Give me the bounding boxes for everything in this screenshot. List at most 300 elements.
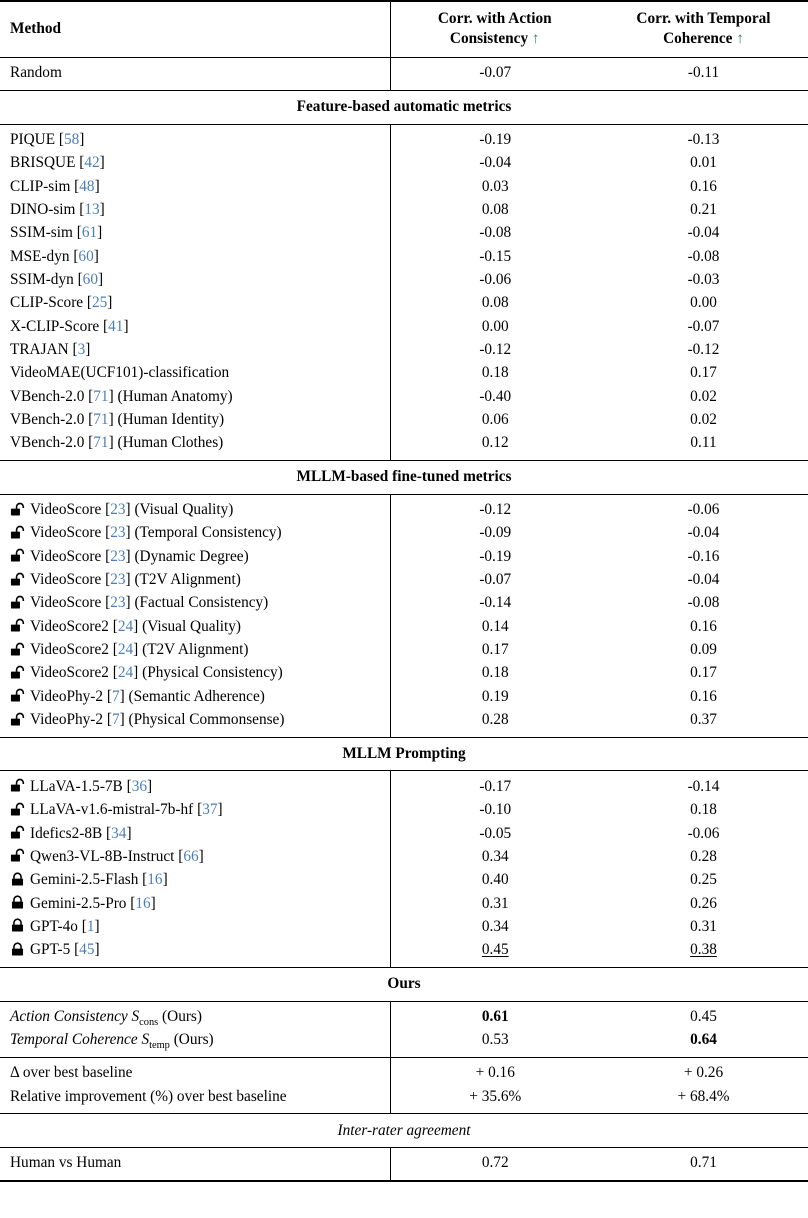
table-row [0, 339, 808, 362]
method-cell: VideoScore2 [24] (T2V Alignment) [0, 639, 390, 662]
method-cell: GPT-4o [1] [0, 916, 390, 939]
temporal-coherence-cell [599, 771, 808, 799]
method-cell: VideoScore2 [24] (Physical Consistency) [0, 662, 390, 685]
method-suffix: (Physical Commonsense) [128, 711, 285, 729]
action-consistency-value: 0.45 [481, 941, 509, 959]
action-consistency-value: 0.18 [481, 364, 509, 382]
action-consistency-value: 0.72 [481, 1154, 509, 1172]
action-consistency-value: -0.19 [479, 547, 512, 565]
action-consistency-cell [390, 616, 599, 639]
temporal-coherence-value: -0.07 [687, 317, 720, 335]
temporal-coherence-value: 0.01 [690, 154, 717, 172]
method-cell: LLaVA-1.5-7B [36] [0, 771, 390, 799]
table-row [0, 869, 808, 892]
temporal-coherence-cell [599, 432, 808, 460]
temporal-coherence-value: -0.06 [687, 824, 720, 842]
table-row [0, 686, 808, 709]
action-consistency-value: -0.40 [479, 387, 512, 405]
citation-link[interactable]: 25 [92, 294, 108, 312]
temporal-coherence-value: 0.26 [690, 894, 717, 912]
citation-link[interactable]: 24 [117, 617, 134, 635]
action-consistency-cell [390, 662, 599, 685]
action-consistency-cell [390, 269, 599, 292]
unlock-icon [10, 848, 25, 863]
citation-link[interactable]: 23 [110, 594, 126, 612]
action-consistency-value: 0.14 [481, 617, 509, 635]
method-suffix: (Dynamic Degree) [134, 547, 249, 565]
action-consistency-value: 0.34 [481, 847, 509, 865]
citation-link[interactable]: 37 [202, 801, 218, 819]
temporal-coherence-cell [599, 1029, 808, 1057]
method-suffix: (Visual Quality) [142, 617, 242, 635]
action-consistency-cell [390, 432, 599, 460]
citation-link[interactable]: 48 [79, 177, 95, 195]
temporal-coherence-cell [599, 152, 808, 175]
lock-icon [10, 942, 25, 957]
citation-link[interactable]: 61 [81, 224, 98, 242]
temporal-coherence-cell [599, 315, 808, 338]
action-consistency-cell [390, 152, 599, 175]
citation-link[interactable]: 16 [147, 871, 163, 889]
method-label: Action Consistency [10, 1008, 128, 1026]
action-consistency-cell [390, 771, 599, 799]
table-row [0, 709, 808, 737]
method-label: VideoScore2 [30, 641, 109, 659]
method-cell: LLaVA-v1.6-mistral-7b-hf [37] [0, 799, 390, 822]
temporal-coherence-cell [599, 892, 808, 915]
method-label: GPT-4o [30, 917, 78, 935]
table-row [0, 222, 808, 245]
citation-link[interactable]: 71 [93, 410, 109, 428]
citation-link[interactable]: 60 [82, 270, 98, 288]
action-consistency-value: -0.12 [479, 340, 512, 358]
temporal-coherence-value: -0.03 [687, 270, 720, 288]
table-row [0, 771, 808, 799]
method-cell [0, 362, 390, 385]
action-consistency-value: -0.07 [479, 64, 512, 82]
action-consistency-value: 0.18 [481, 664, 509, 682]
section-heading-mllm-prompting: MLLM Prompting [0, 737, 808, 771]
method-cell: PIQUE [58] [0, 124, 390, 152]
method-symbol: $S_{temp}$ [141, 1031, 170, 1052]
temporal-coherence-value: 0.64 [690, 1031, 717, 1049]
citation-link[interactable]: 24 [117, 641, 134, 659]
unlock-icon [10, 502, 25, 517]
method-cell [0, 1147, 390, 1180]
table-row [0, 662, 808, 685]
table-row [0, 292, 808, 315]
citation-link[interactable]: 23 [110, 571, 126, 589]
temporal-coherence-cell [599, 639, 808, 662]
temporal-coherence-value: 0.25 [690, 871, 717, 889]
temporal-coherence-value: -0.08 [687, 594, 720, 612]
table-row [0, 1001, 808, 1029]
action-consistency-cell [390, 1147, 599, 1180]
action-consistency-cell [390, 385, 599, 408]
method-cell [0, 1029, 390, 1057]
method-cell: VideoScore [23] (Visual Quality) [0, 494, 390, 522]
action-consistency-cell [390, 222, 599, 245]
temporal-coherence-cell [599, 569, 808, 592]
table-row [0, 799, 808, 822]
method-suffix: (Human Identity) [117, 410, 225, 428]
action-consistency-cell [390, 546, 599, 569]
unlock-icon [10, 825, 25, 840]
action-consistency-cell [390, 939, 599, 967]
action-consistency-value: -0.15 [479, 247, 512, 265]
method-label: Random [10, 64, 62, 82]
action-consistency-cell [390, 686, 599, 709]
temporal-coherence-value: -0.04 [687, 524, 720, 542]
action-consistency-cell [390, 592, 599, 615]
method-cell: VideoPhy-2 [7] (Physical Commonsense) [0, 709, 390, 737]
action-consistency-value: 0.19 [481, 687, 509, 705]
citation-link[interactable]: 42 [84, 154, 100, 172]
temporal-coherence-cell [599, 846, 808, 869]
temporal-coherence-value: -0.13 [687, 131, 720, 149]
arrow-up-icon: ↑ [531, 30, 540, 48]
table-row [0, 494, 808, 522]
action-consistency-value: -0.10 [479, 801, 512, 819]
citation-link[interactable]: 23 [110, 547, 126, 565]
citation-link[interactable]: 71 [93, 434, 109, 452]
table-header-row [0, 1, 808, 57]
table-row [0, 1057, 808, 1085]
action-consistency-value: 0.17 [481, 641, 509, 659]
citation-link[interactable]: 13 [84, 201, 100, 218]
temporal-coherence-value: 0.02 [690, 387, 717, 405]
table-row [0, 269, 808, 292]
method-cell: Idefics2-8B [34] [0, 822, 390, 845]
section-heading-ours: Ours [0, 967, 808, 1001]
action-consistency-value: 0.12 [481, 434, 509, 452]
temporal-coherence-cell [599, 662, 808, 685]
unlock-icon [10, 572, 25, 587]
citation-link[interactable]: 34 [111, 824, 127, 842]
method-cell: Gemini-2.5-Flash [16] [0, 869, 390, 892]
unlock-icon [10, 618, 25, 633]
temporal-coherence-cell [599, 222, 808, 245]
temporal-coherence-value: 0.38 [690, 941, 717, 959]
temporal-coherence-cell [599, 869, 808, 892]
temporal-coherence-cell [599, 1001, 808, 1029]
action-consistency-cell [390, 846, 599, 869]
temporal-coherence-value: 0.00 [690, 294, 717, 312]
method-cell: VideoPhy-2 [7] (Semantic Adherence) [0, 686, 390, 709]
temporal-coherence-value: 0.09 [690, 641, 717, 659]
method-cell: DINO-sim [13] [10, 201, 105, 218]
lock-icon [10, 872, 25, 887]
action-consistency-value: 0.53 [481, 1031, 509, 1049]
citation-link[interactable]: 58 [63, 131, 80, 149]
section-heading-inter-rater: Inter-rater agreement [0, 1114, 808, 1148]
temporal-coherence-cell [599, 616, 808, 639]
method-cell [0, 1001, 390, 1029]
citation-link[interactable]: 24 [117, 664, 134, 682]
table-row [0, 939, 808, 967]
table-row [0, 245, 808, 268]
action-consistency-cell [390, 245, 599, 268]
citation-link[interactable]: 1 [86, 917, 95, 935]
action-consistency-value: 0.00 [481, 317, 509, 335]
table-row [0, 124, 808, 152]
table-row [0, 409, 808, 432]
table-row [0, 199, 808, 222]
method-suffix: (Ours) [162, 1008, 202, 1026]
action-consistency-value: 0.06 [481, 410, 509, 428]
method-label: Temporal Coherence [10, 1031, 138, 1049]
temporal-coherence-cell [599, 57, 808, 90]
temporal-coherence-value: 0.37 [690, 711, 717, 729]
action-consistency-value: -0.19 [479, 131, 512, 149]
method-label: MSE-dyn [10, 247, 70, 265]
temporal-coherence-value: 0.17 [690, 664, 717, 682]
action-consistency-value: 0.08 [481, 201, 509, 218]
action-consistency-value: 0.03 [481, 177, 509, 195]
action-consistency-cell [390, 1057, 599, 1085]
temporal-coherence-value: 0.16 [690, 687, 717, 705]
table-row [0, 362, 808, 385]
action-consistency-value: -0.14 [479, 594, 512, 612]
action-consistency-value: 0.40 [481, 871, 509, 889]
citation-link[interactable]: 7 [111, 687, 120, 705]
method-cell: VBench-2.0 [71] (Human Anatomy) [10, 387, 233, 405]
section-heading-mllm-finetuned: MLLM-based fine-tuned metrics [0, 460, 808, 494]
method-cell: SSIM-sim [61] [10, 224, 103, 242]
method-cell: CLIP-Score [25] [10, 294, 113, 312]
unlock-icon [10, 548, 25, 563]
section-heading-row [0, 460, 808, 494]
temporal-coherence-cell [599, 546, 808, 569]
column-header-temporal-coherence: Corr. with Temporal Coherence ↑ [599, 1, 808, 57]
table-row [0, 1029, 808, 1057]
action-consistency-value: 0.31 [481, 894, 509, 912]
temporal-coherence-cell [599, 245, 808, 268]
temporal-coherence-cell [599, 686, 808, 709]
method-symbol: $S_{cons}$ [131, 1008, 159, 1029]
method-label: GPT-5 [30, 941, 71, 959]
citation-link[interactable]: 7 [111, 711, 120, 729]
action-consistency-value: -0.12 [479, 501, 512, 519]
temporal-coherence-cell [599, 124, 808, 152]
action-consistency-cell [390, 315, 599, 338]
citation-link[interactable]: 45 [79, 941, 95, 959]
citation-link[interactable]: 23 [110, 501, 126, 519]
column-header-action-consistency: Corr. with Action Consistency ↑ [390, 1, 599, 57]
action-consistency-value: -0.05 [479, 824, 512, 842]
action-consistency-cell [390, 1085, 599, 1113]
unlock-icon [10, 802, 25, 817]
action-consistency-cell [390, 822, 599, 845]
column-header-method: Method [0, 1, 390, 57]
action-consistency-cell [390, 292, 599, 315]
action-consistency-cell [390, 409, 599, 432]
method-label: TRAJAN [10, 340, 69, 358]
unlock-icon [10, 665, 25, 680]
method-label: Qwen3-VL-8B-Instruct [30, 847, 175, 865]
temporal-coherence-value: 0.17 [690, 364, 717, 382]
temporal-coherence-value: 0.02 [690, 410, 717, 428]
citation-link[interactable]: 36 [131, 777, 147, 795]
temporal-coherence-value: -0.11 [687, 64, 720, 82]
action-consistency-cell [390, 709, 599, 737]
method-label: X-CLIP-Score [10, 317, 100, 335]
temporal-coherence-value: 0.21 [690, 201, 717, 218]
table-row [0, 592, 808, 615]
table-row [0, 152, 808, 175]
temporal-coherence-value: -0.12 [687, 340, 720, 358]
method-cell: GPT-5 [45] [0, 939, 390, 967]
method-label: Gemini-2.5-Pro [30, 894, 127, 912]
unlock-icon [10, 595, 25, 610]
table-row [0, 616, 808, 639]
table-row [0, 916, 808, 939]
table-row [0, 175, 808, 198]
method-suffix: (Semantic Adherence) [128, 687, 265, 705]
action-consistency-value: -0.08 [479, 224, 512, 242]
temporal-coherence-cell [599, 199, 808, 222]
method-label: LLaVA-1.5-7B [30, 777, 123, 795]
citation-link[interactable]: 71 [93, 387, 109, 405]
action-consistency-value: 0.61 [481, 1008, 509, 1026]
action-consistency-cell [390, 175, 599, 198]
lock-icon [10, 918, 25, 933]
temporal-coherence-cell [599, 916, 808, 939]
method-cell [0, 1085, 390, 1113]
temporal-coherence-value: -0.14 [687, 777, 720, 795]
method-label: SSIM-sim [10, 224, 73, 242]
unlock-icon [10, 688, 25, 703]
temporal-coherence-value: 0.16 [690, 177, 717, 195]
temporal-coherence-value: 0.31 [690, 917, 717, 935]
temporal-coherence-cell [599, 269, 808, 292]
method-suffix: (Human Anatomy) [117, 387, 233, 405]
temporal-coherence-cell [599, 799, 808, 822]
method-cell: Qwen3-VL-8B-Instruct [66] [0, 846, 390, 869]
action-consistency-cell [390, 339, 599, 362]
temporal-coherence-value: -0.06 [687, 501, 720, 519]
method-cell: MSE-dyn [60] [10, 247, 99, 265]
method-label: CLIP-Score [10, 294, 84, 312]
citation-link[interactable]: 60 [78, 247, 94, 265]
table-row [0, 522, 808, 545]
method-suffix: (Human Clothes) [117, 434, 224, 452]
action-consistency-value: -0.04 [479, 154, 512, 172]
action-consistency-value: + 35.6% [469, 1087, 522, 1105]
table-row [0, 892, 808, 915]
table-row [0, 1147, 808, 1180]
method-label: VideoMAE(UCF101)-classification [10, 364, 230, 382]
temporal-coherence-value: 0.45 [690, 1008, 717, 1026]
temporal-coherence-cell [599, 362, 808, 385]
temporal-coherence-value: -0.16 [687, 547, 720, 565]
unlock-icon [10, 778, 25, 793]
temporal-coherence-cell [599, 292, 808, 315]
method-label: VBench-2.0 [10, 410, 85, 428]
temporal-coherence-value: 0.18 [690, 801, 717, 819]
unlock-icon [10, 642, 25, 657]
method-suffix: (Ours) [173, 1031, 214, 1049]
section-heading-row [0, 90, 808, 124]
temporal-coherence-cell [599, 592, 808, 615]
action-consistency-value: 0.28 [481, 711, 509, 729]
method-cell: VideoScore [23] (T2V Alignment) [0, 569, 390, 592]
citation-link[interactable]: 66 [183, 847, 199, 865]
temporal-coherence-value: 0.11 [690, 434, 717, 452]
table-row [0, 546, 808, 569]
method-label: SSIM-dyn [10, 270, 74, 288]
temporal-coherence-value: + 0.26 [683, 1064, 724, 1082]
method-cell: VBench-2.0 [71] (Human Clothes) [10, 434, 224, 452]
method-cell: Gemini-2.5-Pro [16] [0, 892, 390, 915]
table-row [0, 315, 808, 338]
method-label: BRISQUE [10, 154, 76, 172]
action-consistency-value: -0.09 [479, 524, 512, 542]
method-suffix: (Visual Quality) [134, 501, 234, 519]
method-label: VideoPhy-2 [30, 711, 104, 729]
table-row [0, 639, 808, 662]
method-cell: CLIP-sim [48] [10, 177, 100, 195]
unlock-icon [10, 712, 25, 727]
method-cell: BRISQUE [42] [10, 154, 105, 172]
method-cell [0, 1057, 390, 1085]
unlock-icon [10, 525, 25, 540]
action-consistency-cell [390, 494, 599, 522]
action-consistency-value: 0.08 [481, 294, 509, 312]
citation-link[interactable]: 3 [77, 340, 86, 358]
citation-link[interactable]: 23 [110, 524, 126, 542]
temporal-coherence-cell [599, 339, 808, 362]
citation-link[interactable]: 16 [135, 894, 151, 912]
method-label: VideoScore [30, 594, 102, 612]
action-consistency-cell [390, 569, 599, 592]
action-consistency-value: 0.34 [481, 917, 509, 935]
section-heading-row [0, 737, 808, 771]
table-row [0, 57, 808, 90]
action-consistency-cell [390, 199, 599, 222]
method-label: VideoScore [30, 524, 102, 542]
table-row [0, 1085, 808, 1113]
temporal-coherence-cell [599, 822, 808, 845]
temporal-coherence-value: 0.71 [690, 1154, 717, 1172]
results-table-body [0, 1, 808, 1181]
temporal-coherence-value: 0.16 [690, 617, 717, 635]
method-cell: VideoScore [23] (Dynamic Degree) [0, 546, 390, 569]
method-cell [0, 57, 390, 90]
method-label: Idefics2-8B [30, 824, 103, 842]
temporal-coherence-value: -0.04 [687, 224, 720, 242]
temporal-coherence-cell [599, 494, 808, 522]
method-label: VideoScore [30, 501, 102, 519]
method-cell: TRAJAN [3] [10, 340, 91, 358]
method-label: PIQUE [10, 131, 56, 149]
method-cell: X-CLIP-Score [41] [10, 317, 129, 335]
temporal-coherence-value: + 68.4% [677, 1087, 730, 1105]
section-heading-feature-based: Feature-based automatic metrics [0, 90, 808, 124]
citation-link[interactable]: 41 [108, 317, 124, 335]
action-consistency-cell [390, 362, 599, 385]
table-row [0, 385, 808, 408]
action-consistency-cell [390, 869, 599, 892]
temporal-coherence-cell [599, 1147, 808, 1180]
temporal-coherence-cell [599, 939, 808, 967]
method-cell: VideoScore2 [24] (Visual Quality) [0, 616, 390, 639]
temporal-coherence-cell [599, 409, 808, 432]
action-consistency-cell [390, 1029, 599, 1057]
method-label: Human vs Human [10, 1154, 122, 1172]
action-consistency-cell [390, 57, 599, 90]
method-label: LLaVA-v1.6-mistral-7b-hf [30, 801, 194, 819]
